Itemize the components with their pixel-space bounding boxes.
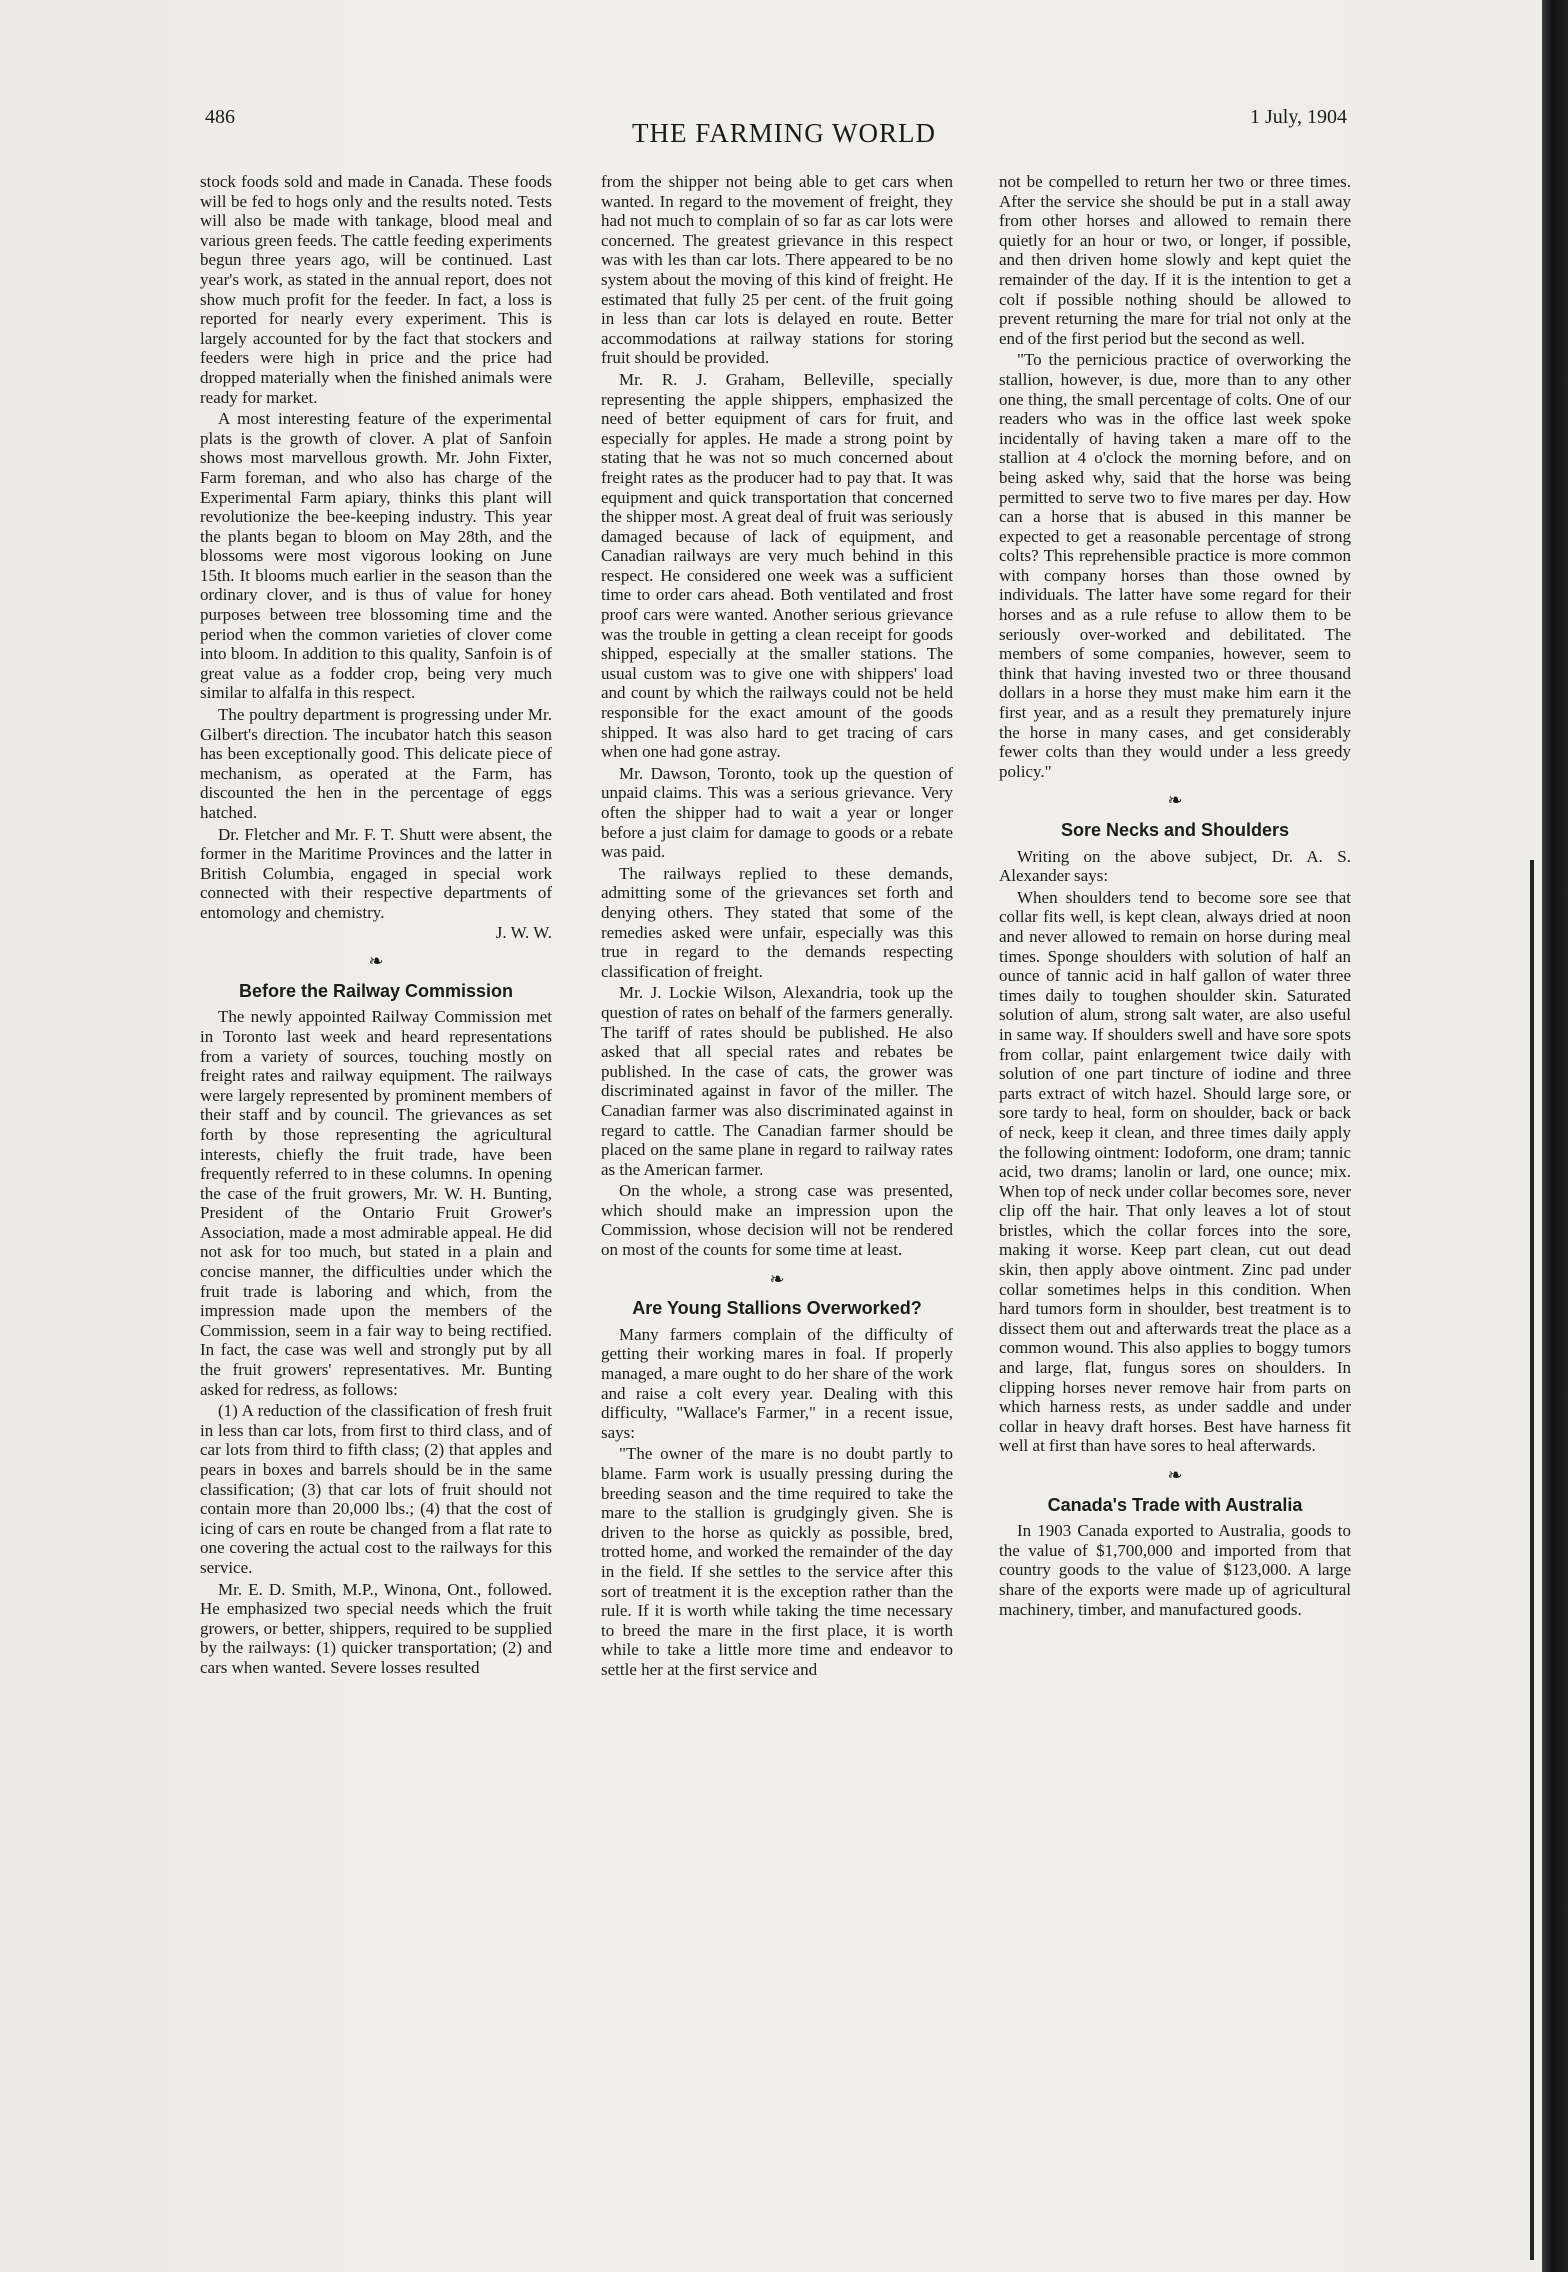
scan-border-line xyxy=(1530,860,1534,2260)
scan-border xyxy=(1542,0,1568,2272)
article-heading: Sore Necks and Shoulders xyxy=(1060,820,1290,840)
paragraph: Mr. E. D. Smith, M.P., Winona, Ont., followed. He emphasized two special needs which the fruit growers, or better, shippers, required to be supplied by the railways: (1) quicker transportation; (2) and cars when wanted. Severe losses resulted xyxy=(200,1579,552,1677)
column-1 xyxy=(200,172,552,1678)
paragraph: The railways replied to these demands, admitting some of the grievances set forth and denying others. They stated that some of the remedies asked were unfair, especially was this true in regard to the demands respecting classification of freight. xyxy=(601,863,953,981)
article-heading: Canada's Trade with Australia xyxy=(1047,1494,1303,1515)
ornament-icon: ❧ xyxy=(1167,1465,1183,1485)
paragraph: (1) A reduction of the classification of fresh fruit in less than car lots, from first to third class, and of car lots from third to fifth class; (2) that apples and pears in boxes and barrels should be in the same classification; (3) that car lots of fruit should not contain more than 20,000 lbs.; (4) that the cost of icing of cars en route be changed from a flat rate to one covering the actual cost to the railways for this service. xyxy=(200,1401,552,1577)
column-2 xyxy=(601,172,953,1680)
paragraph: The poultry department is progressing under Mr. Gilbert's direction. The incubator hatch this season has been exceptionally good. This delicate piece of mechanism, as operated at the Farm, has discounted the hen in the percentage of eggs hatched. xyxy=(200,705,552,822)
paragraph: Dr. Fletcher and Mr. F. T. Shutt were absent, the former in the Maritime Provinces and the latter in British Columbia, engaged in special work connected with their respective departments of entomology and chemistry. xyxy=(200,824,552,922)
issue-date: 1 July, 1904 xyxy=(1250,106,1348,128)
ornament-icon: ❧ xyxy=(1167,790,1183,811)
ornament-icon: ❧ xyxy=(368,951,384,972)
paragraph: In 1903 Canada exported to Australia, goods to the value of $1,700,000 and imported from that country goods to the value of $123,000. A large share of the exports were made up of agricultural machinery, timber, and manufactured goods. xyxy=(999,1521,1351,1619)
signature: J. W. W. xyxy=(495,922,552,942)
column-3 xyxy=(999,172,1351,1619)
paragraph: On the whole, a strong case was presented, which should make an impression upon the Commission, whose decision will not be rendered on most of the counts for some time at least. xyxy=(601,1181,953,1260)
paragraph: The newly appointed Railway Commission met in Toronto last week and heard representations from a variety of sources, touching mostly on freight rates and railway equipment. The railways were largely represented by prominent members of their staff and by council. The grievances as set forth by those representing the agricultural interests, chiefly the fruit trade, have been frequently referred to in these columns. In opening the case of the fruit growers, Mr. W. H. Bunting, President of the Ontario Fruit Grower's Association, made a most admirable appeal. He did not ask for too much, but stated in a plain and concise manner, the difficulties under which the fruit trade is laboring and which, from the impression made upon the members of the Commission, seem in a fair way to being rectified. In fact, the case was well and strongly put by all the fruit growers' representatives. Mr. Bunting asked for redress, as follows: xyxy=(200,1007,552,1399)
paragraph: from the shipper not being able to get cars when wanted. In regard to the movement of freight, they had not much to complain of so far as car lots were concerned. The greatest grievance in this respect was with les than car lots. There appeared to be no system about the moving of this kind of freight. He estimated that fully 25 per cent. of the fruit going in less than car lots is delayed en route. Better accommodations at railway stations for storing fruit should be provided. xyxy=(601,172,953,368)
page-number: 486 xyxy=(205,106,235,128)
paragraph: Writing on the above subject, Dr. A. S. Alexander says: xyxy=(999,846,1351,886)
paragraph: Many farmers complain of the difficulty of getting their working mares in foal. If properly managed, a mare ought to do her share of the work and raise a colt every year. Dealing with this difficulty, "Wallace's Farmer," in a recent issue, says: xyxy=(601,1324,953,1442)
paragraph: stock foods sold and made in Canada. These foods will be fed to hogs only and the results noted. Tests will also be made with tankage, blood meal and various green feeds. The cattle feeding experiments begun three years ago, will be continued. Last year's work, as stated in the annual report, does not show much profit for the feeder. In fact, a loss is reported for nearly every experiment. This is largely accounted for by the fact that stockers and feeders were high in price and the price had dropped materially when the finished animals were ready for market. xyxy=(200,172,552,407)
publication-title: THE FARMING WORLD xyxy=(632,118,936,148)
paragraph: Mr. Dawson, Toronto, took up the question of unpaid claims. This was a serious grievance. Very often the shipper had to wait a year or longer before a just claim for damage to goods or a rebate was paid. xyxy=(601,763,953,862)
paragraph: not be compelled to return her two or three times. After the service she should be put in a stall away from other horses and allowed to remain there quietly for an hour or two, or longer, if possible, and then driven home slowly and kept quiet the remainder of the day. If it is the intention to get a colt if possible nothing should be allowed to prevent returning the mare for trial not only at the end of the first period but the second as well. xyxy=(999,172,1351,348)
paragraph: "To the pernicious practice of overworking the stallion, however, is due, more than to any other one thing, the small percentage of colts. One of our readers who was in the office last week spoke incidentally of having taken a mare off to the stallion at 4 o'clock the morning before, and on being asked why, said that the horse was being permitted to serve two to five mares per day. How can a horse that is abused in this manner be expected to get a reasonable percentage of strong colts? This reprehensible practice is more common with company horses than those owned by individuals. The latter have some regard for their horses and as a rule refuse to allow them to be seriously over-worked and debilitated. The members of some companies, however, seem to think that having invested two or three thousand dollars in a horse they must make him earn it the first year, and as a result they prematurely injure the horse in many cases, and get considerably fewer colts than they would under a less greedy policy." xyxy=(999,350,1351,781)
paragraph: "The owner of the mare is no doubt partly to blame. Farm work is usually pressing during the breeding season and the time required to take the mare to the stallion is grudgingly given. She is driven to the horse as quickly as possible, bred, trotted home, and worked the remainder of the day in the field. If she settles to the service after this sort of treatment it is the exception rather than the rule. If it is worth while taking the time necessary to breed the mare in the first place, it is worth while to take a little more time and endeavor to settle her at the first service and xyxy=(601,1444,953,1679)
paragraph: A most interesting feature of the experimental plats is the growth of clover. A plat of Sanfoin shows most marvellous growth. Mr. John Fixter, Farm foreman, and who also has charge of the Experimental Farm apiary, thinks this plant will revolutionize the bee-keeping industry. This year the plants began to bloom on May 28th, and the blossoms were most vigorous looking on June 15th. It blooms much earlier in the season than the ordinary clover, and is thus of value for honey purposes between tree blossoming time and the period when the common varieties of clover come into bloom. In addition to this quality, Sanfoin is of great value as a fodder crop, being very much similar to alfalfa in this respect. xyxy=(200,409,552,703)
article-heading: Before the Railway Commission xyxy=(238,980,514,1001)
ornament-icon: ❧ xyxy=(769,1268,785,1289)
paragraph: Mr. J. Lockie Wilson, Alexandria, took up the question of rates on behalf of the farmers generally. The tariff of rates should be published. He also asked that all special rates and rebates be published. In the case of cats, the grower was discriminated against in favor of the miller. The Canadian farmer was also discriminated against in regard to cattle. The Canadian farmer should be placed on the same plane in regard to railway rates as the American farmer. xyxy=(601,983,953,1179)
paragraph: Mr. R. J. Graham, Belleville, specially representing the apple shippers, emphasized the need of better equipment of cars for fruit, and especially for apples. He made a strong point by stating that he was not so much concerned about freight rates as the producer had to pay that. It was equipment and quick transportation that concerned the shipper most. A great deal of fruit was seriously damaged because of lack of equipment, and Canadian railways are very much behind in this respect. He considered one week was a sufficient time to order cars ahead. Both ventilated and frost proof cars were wanted. Another serious grievance was the trouble in getting a clean receipt for goods shipped, especially at the smaller stations. The usual custom was to give one with shippers' load and count by which the railways could not be held responsible for the exact amount of the goods shipped. It was also hard to get tracing of cars when one had gone astray. xyxy=(601,369,953,762)
paragraph: When shoulders tend to become sore see that collar fits well, is kept clean, always dried at noon and never allowed to remain on horse during meal times. Sponge shoulders with solution of half an ounce of tannic acid in half gallon of water three times daily to toughen shoulder skin. Saturated solution of alum, strong salt water, are also useful in same way. If shoulders swell and have sore spots from collar, paint enlargement twice daily with solution of one part tincture of iodine and three parts extract of witch hazel. Should large sore, or sore tardy to heal, form on shoulder, back or back of neck, keep it clean, and three times daily apply the following ointment: Iodoform, one dram; tannic acid, two drams; lanolin or lard, one ounce; mix. When top of neck under collar becomes sore, never clip off the hair. That only leaves a lot of stout bristles, which the collar forces into the sore, making it worse. Keep part clean, cut out dead skin, then apply above ointment. Zinc pad under collar sometimes helps in this condition. When hard tumors form in shoulder, best treatment is to dissect them out and afterwards treat the place as a common wound. This also applies to boggy tumors and large, flat, fungus sores on shoulders. In clipping horses never remove hair from parts on which harness rests, as under saddle and under collar in heavy draft horses. Best have harness fit well at first than have sores to heal afterwards. xyxy=(999,887,1351,1456)
article-heading: Are Young Stallions Overworked? xyxy=(632,1298,922,1319)
